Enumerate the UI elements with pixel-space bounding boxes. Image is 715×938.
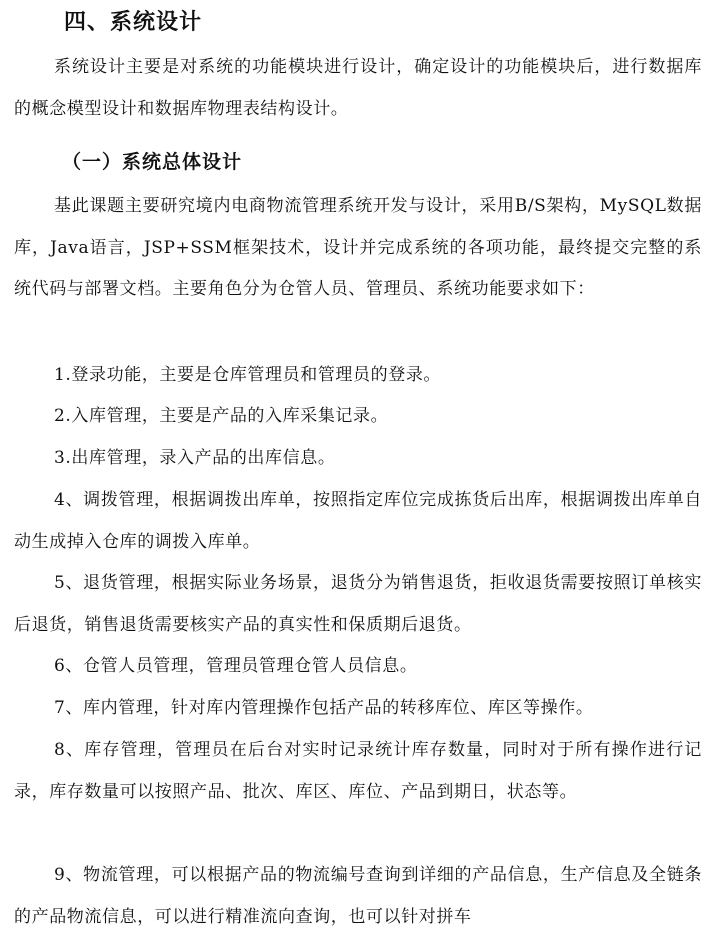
list-item-staff: 6、仓管人员管理，管理员管理仓管人员信息。 xyxy=(54,656,418,676)
subsection-heading: （一）系统总体设计 xyxy=(62,151,243,173)
list-item-transfer: 4、调拨管理，根据调拨出库单，按照指定库位完成拣货后出库，根据调拨出库单自动生成掉入仓库的调拨入库单。 xyxy=(14,490,702,552)
section-heading: 四、系统设计 xyxy=(64,10,203,35)
list-item-returns: 5、退货管理，根据实际业务场景，退货分为销售退货，拒收退货需要按照订单核实后退货，销售退货需要核实产品的真实性和保质期后退货。 xyxy=(14,573,702,635)
list-item-outbound: 3.出库管理，录入产品的出库信息。 xyxy=(54,448,336,468)
list-item-inbound: 2.入库管理，主要是产品的入库采集记录。 xyxy=(54,406,389,426)
list-item-inventory: 8、库存管理，管理员在后台对实时记录统计库存数量，同时对于所有操作进行记录，库存数量可以按照产品、批次、库区、库位、产品到期日，状态等。 xyxy=(14,740,702,802)
intro-paragraph: 系统设计主要是对系统的功能模块进行设计，确定设计的功能模块后，进行数据库的概念模型设计和数据库物理表结构设计。 xyxy=(14,57,702,119)
list-item-login: 1.登录功能，主要是仓库管理员和管理员的登录。 xyxy=(54,365,442,385)
overview-paragraph: 基此课题主要研究境内电商物流管理系统开发与设计，采用B/S架构，MySQL数据库，Java语言，JSP+SSM框架技术，设计并完成系统的各项功能，最终提交完整的系统代码与部署文档。主要角色分为仓管人员、管理员、系统功能要求如下： xyxy=(14,196,702,299)
list-item-in-warehouse: 7、库内管理，针对库内管理操作包括产品的转移库位、库区等操作。 xyxy=(54,698,594,718)
list-item-logistics: 9、物流管理，可以根据产品的物流编号查询到详细的产品信息，生产信息及全链条的产品物流信息，可以进行精准流向查询，也可以针对拼车 xyxy=(14,865,702,927)
